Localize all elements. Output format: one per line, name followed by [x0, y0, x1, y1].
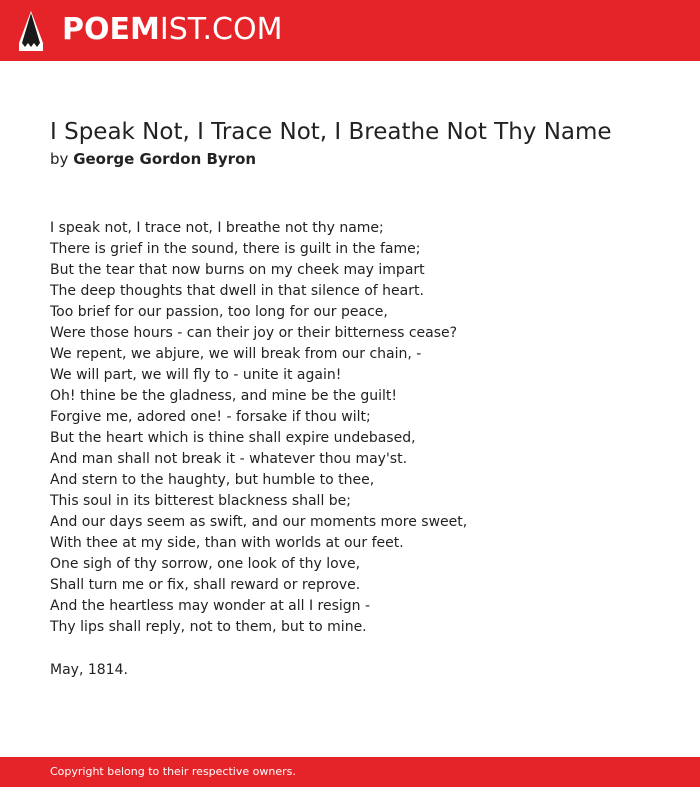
poem-line: I speak not, I trace not, I breathe not thy name;	[50, 220, 384, 236]
poem-line: Were those hours - can their joy or their bitterness cease?	[50, 325, 458, 341]
poem-line: The deep thoughts that dwell in that silence of heart.	[50, 283, 424, 299]
poem-line: And man shall not break it - whatever thou may'st.	[50, 451, 408, 467]
poem-line: This soul in its bitterest blackness shall be;	[50, 493, 352, 509]
logo-bold-text: POEM	[62, 12, 160, 47]
poem-line: We repent, we abjure, we will break from our chain, -	[50, 346, 422, 362]
poem-title: I Speak Not, I Trace Not, I Breathe Not Thy Name	[50, 119, 612, 145]
poem-line: And stern to the haughty, but humble to thee,	[50, 472, 375, 488]
site-logo[interactable]	[62, 12, 282, 48]
poem-author: George Gordon Byron	[73, 150, 257, 168]
poem-line: Forgive me, adored one! - forsake if thou wilt;	[50, 409, 371, 425]
poem-line: Thy lips shall reply, not to them, but to mine.	[50, 619, 367, 635]
poem-line: And the heartless may wonder at all I resign -	[50, 598, 371, 614]
poem-line: And our days seem as swift, and our moments more sweet,	[50, 514, 468, 530]
site-footer	[0, 757, 700, 787]
poem-line: With thee at my side, than with worlds at our feet.	[50, 535, 404, 551]
poem-line: One sigh of thy sorrow, one look of thy love,	[50, 556, 361, 572]
poem-line: We will part, we will fly to - unite it again!	[50, 367, 342, 383]
poem-line: But the heart which is thine shall expire undebased,	[50, 430, 416, 446]
copyright-text: Copyright belong to their respective owners.	[50, 765, 296, 778]
poem-body	[50, 218, 670, 638]
poem-line: But the tear that now burns on my cheek may impart	[50, 262, 425, 278]
by-label: by	[50, 150, 69, 168]
poem-line: There is grief in the sound, there is guilt in the fame;	[50, 241, 421, 257]
pencil-tip-icon[interactable]	[19, 11, 43, 51]
poem-date: May, 1814.	[50, 662, 128, 678]
poem-line: Shall turn me or fix, shall reward or reprove.	[50, 577, 361, 593]
site-header	[0, 0, 700, 61]
logo-light-text: IST.COM	[159, 12, 283, 47]
poem-line: Oh! thine be the gladness, and mine be the guilt!	[50, 388, 398, 404]
byline	[50, 149, 256, 169]
poem-line: Too brief for our passion, too long for our peace,	[50, 304, 388, 320]
